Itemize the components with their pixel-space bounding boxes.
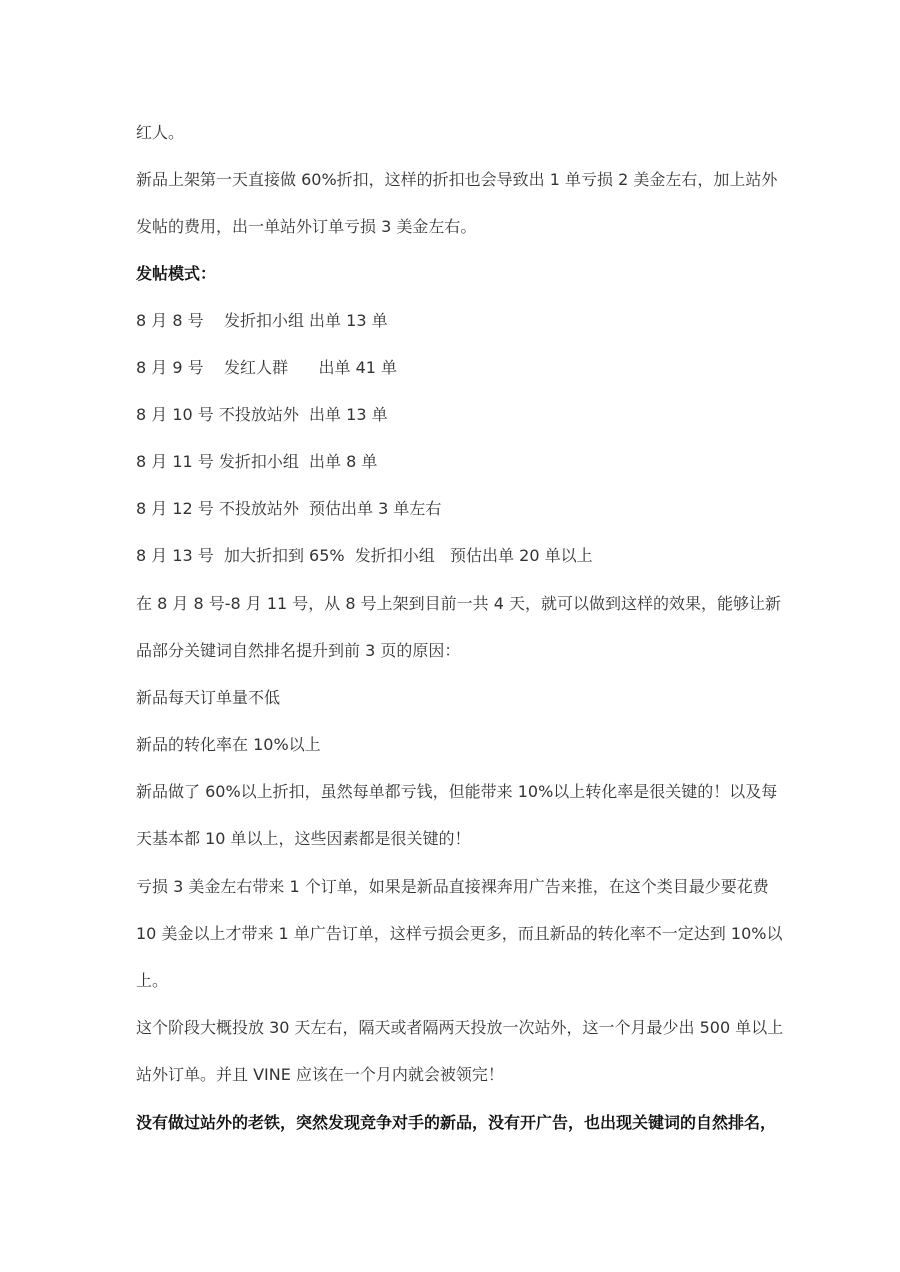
- text-line: 新品每天订单量不低: [136, 688, 281, 707]
- schedule-line: 8 月 12 号 不投放站外 预估出单 3 单左右: [136, 499, 442, 518]
- text-line: 品部分关键词自然排名提升到前 3 页的原因：: [136, 641, 461, 660]
- text-line: 红人。: [136, 123, 185, 142]
- schedule-line: 8 月 9 号 发红人群 出单 41 单: [136, 358, 398, 377]
- text-line: 上。: [136, 971, 169, 990]
- schedule-line: 8 月 11 号 发折扣小组 出单 8 单: [136, 452, 378, 471]
- schedule-line: 8 月 10 号 不投放站外 出单 13 单: [136, 405, 388, 424]
- section-heading: 发帖模式：: [136, 264, 217, 283]
- text-line: 站外订单。并且 VINE 应该在一个月内就会被领完！: [136, 1065, 504, 1084]
- text-line: 天基本都 10 单以上，这些因素都是很关键的！: [136, 829, 471, 848]
- text-line: 新品的转化率在 10%以上: [136, 735, 321, 754]
- text-line: 在 8 月 8 号-8 月 11 号，从 8 号上架到目前一共 4 天，就可以做到这样的效果，能够让新: [136, 594, 781, 613]
- text-line: 10 美金以上才带来 1 单广告订单，这样亏损会更多，而且新品的转化率不一定达到 10%以: [136, 924, 783, 943]
- schedule-line: 8 月 8 号 发折扣小组 出单 13 单: [136, 311, 388, 330]
- schedule-line: 8 月 13 号 加大折扣到 65% 发折扣小组 预估出单 20 单以上: [136, 546, 593, 565]
- text-line: 新品上架第一天直接做 60%折扣，这样的折扣也会导致出 1 单亏损 2 美金左右，加上站外: [136, 170, 778, 189]
- text-line: 发帖的费用，出一单站外订单亏损 3 美金左右。: [136, 217, 477, 236]
- text-line: 亏损 3 美金左右带来 1 个订单，如果是新品直接裸奔用广告来推，在这个类目最少要花费: [136, 877, 769, 896]
- text-line: 这个阶段大概投放 30 天左右，隔天或者隔两天投放一次站外，这一个月最少出 500 单以上: [136, 1018, 784, 1037]
- bold-text-line: 没有做过站外的老铁，突然发现竞争对手的新品，没有开广告，也出现关键词的自然排名，: [136, 1113, 777, 1132]
- text-line: 新品做了 60%以上折扣，虽然每单都亏钱，但能带来 10%以上转化率是很关键的！以及每: [136, 782, 778, 801]
